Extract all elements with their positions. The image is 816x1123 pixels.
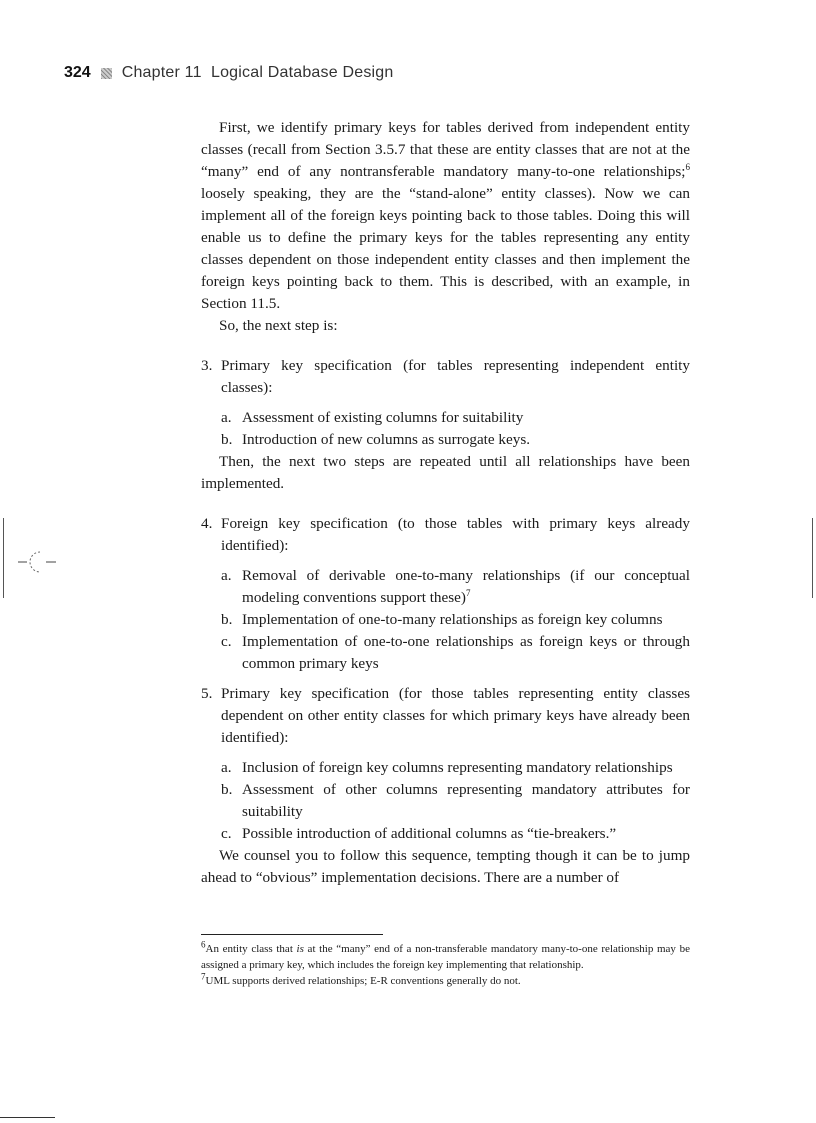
footnote-6	[201, 941, 690, 973]
sub-item-text: Implementation of one-to-many relationships as foreign key columns	[242, 611, 663, 628]
footnote-ref: 7	[465, 587, 471, 598]
chapter-number: Chapter 11	[121, 64, 202, 81]
footnote-number: 7	[201, 971, 206, 982]
body-text	[201, 117, 690, 889]
paragraph-text: loosely speaking, they are the “stand-alone” entity classes). Now we can implement all of the foreign keys pointing back to those tables. Doing this will enable us to define the primary keys for the tables representing any entity classes dependent on those independent entity classes and then implement the foreign keys pointing back to them. This is described, with an example, in Section 11.5.	[201, 185, 690, 312]
chapter-title: Logical Database Design	[210, 64, 394, 81]
crop-mark-bottom	[0, 1117, 55, 1118]
paragraph: Then, the next two steps are repeated until all relationships have been implemented.	[201, 453, 690, 492]
sub-list	[201, 565, 690, 675]
sub-marker: a.	[221, 567, 232, 584]
sub-list-item	[221, 757, 690, 779]
footnote-number: 6	[201, 939, 206, 950]
sub-item-text: Introduction of new columns as surrogate keys.	[242, 431, 531, 448]
sub-marker: b.	[221, 781, 233, 798]
footnote-text: at the “many” end of a non-transferable mandatory many-to-one relationship may be assigned a primary key, which includes the foreign key implementing that relationship.	[201, 943, 690, 971]
crop-mark-right	[812, 518, 813, 598]
sub-list-item	[221, 779, 690, 823]
chapter-label	[122, 64, 394, 82]
paragraph	[201, 117, 690, 315]
footnote-ref: 6	[685, 161, 690, 172]
sub-item-text: Inclusion of foreign key columns representing mandatory relationships	[242, 759, 673, 776]
paragraph: We counsel you to follow this sequence, tempting though it can be to jump ahead to “obvious” implementation decisions. There are a number of	[201, 847, 690, 886]
paragraph-text: First, we identify primary keys for tables derived from independent entity classes (recall from Section 3.5.7 that these are entity classes that are not at the “many” end of any nontransferable mandatory many-to-one relationships;	[201, 119, 690, 180]
footnote-divider	[201, 934, 383, 935]
list-item-text: Foreign key specification (to those tables with primary keys already identified):	[221, 515, 690, 554]
sub-marker: c.	[221, 633, 232, 650]
sub-list	[201, 757, 690, 845]
footnote-emphasis: is	[296, 943, 304, 955]
sub-marker: a.	[221, 409, 232, 426]
paragraph: So, the next step is:	[219, 317, 338, 334]
square-bullet-icon	[101, 68, 112, 79]
list-marker: 3.	[201, 357, 213, 374]
sub-item-text: Implementation of one-to-one relationships as foreign keys or through common primary keys	[242, 633, 690, 672]
list-item-step-4	[201, 513, 690, 557]
sub-list-item	[221, 429, 690, 451]
list-marker: 5.	[201, 685, 213, 702]
footnote-7	[201, 973, 690, 989]
running-header	[64, 64, 393, 82]
sub-list	[201, 407, 690, 451]
list-item-text: Primary key specification (for those tables representing entity classes dependent on other entity classes for which primary keys have already been identified):	[221, 685, 690, 746]
step-list	[201, 513, 690, 845]
footnotes	[201, 941, 690, 989]
list-marker: 4.	[201, 515, 213, 532]
sub-list-item	[221, 407, 690, 429]
sub-marker: a.	[221, 759, 232, 776]
sub-item-text: Possible introduction of additional columns as “tie-breakers.”	[242, 825, 617, 842]
footnote-text: An entity class that	[205, 943, 297, 955]
list-item-text: Primary key specification (for tables representing independent entity classes):	[221, 357, 690, 396]
sub-marker: b.	[221, 611, 233, 628]
list-item-step-3	[201, 355, 690, 399]
list-item-step-5	[201, 683, 690, 749]
sub-list-item	[221, 609, 690, 631]
page-number: 324	[64, 64, 91, 81]
sub-list-item	[221, 565, 690, 609]
sub-marker: c.	[221, 825, 232, 842]
footnote-text: UML supports derived relationships; E-R conventions generally do not.	[205, 975, 521, 987]
sub-item-text: Assessment of existing columns for suitability	[242, 409, 524, 426]
sub-item-text: Removal of derivable one-to-many relationships (if our conceptual modeling conventions support these)	[242, 567, 690, 606]
sub-item-text: Assessment of other columns representing mandatory attributes for suitability	[242, 781, 690, 820]
crop-mark-left	[3, 518, 4, 598]
sub-marker: b.	[221, 431, 233, 448]
step-list	[201, 355, 690, 451]
sub-list-item	[221, 631, 690, 675]
sub-list-item	[221, 823, 690, 845]
registration-mark-icon	[18, 549, 58, 575]
